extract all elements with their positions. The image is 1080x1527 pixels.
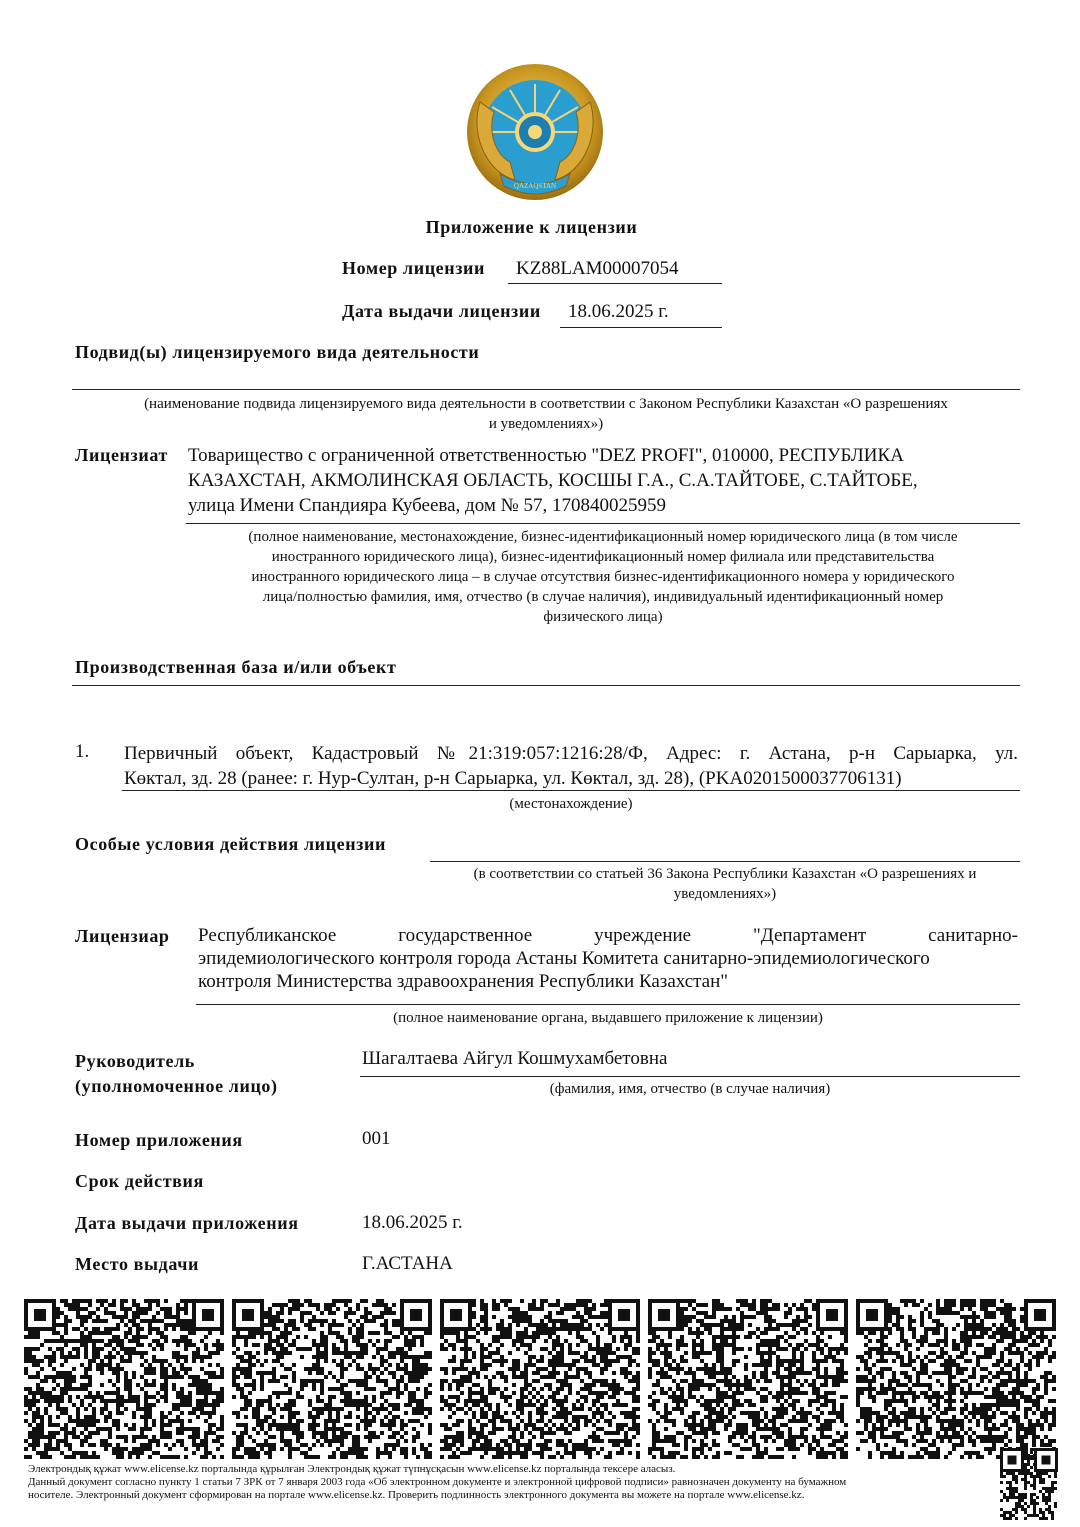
annex-date-value: 18.06.2025 г. bbox=[362, 1212, 463, 1233]
production-item-underline bbox=[122, 790, 1020, 791]
footer-text bbox=[28, 1463, 996, 1502]
qr-code-icon bbox=[856, 1299, 1056, 1461]
production-item-note: (местонахождение) bbox=[509, 796, 633, 812]
annex-number-value: 001 bbox=[362, 1128, 391, 1149]
qr-code-icon bbox=[440, 1299, 640, 1461]
subtype-note: (наименование подвида лицензируемого вида деятельности в соответствии с Законом Республики Казахстан «О разрешениях и уведомлениях») bbox=[144, 396, 948, 432]
qr-code-icon bbox=[24, 1299, 224, 1461]
license-number-label: Номер лицензии bbox=[342, 258, 485, 278]
head-name: Шагалтаева Айгул Кошмухамбетовна bbox=[362, 1048, 668, 1069]
production-item: Первичный объект, Кадастровый №21:319:057:1216:28/Ф, Адрес: г. Астана, р-н Сарыарка, ул. Көктал, зд. 28 (ранее: г. Нур-Султан, р-н Сарыарка, ул. Көктал, зд. 28), (PKA0201500037706131) bbox=[124, 743, 1018, 789]
special-conditions-underline bbox=[430, 861, 1020, 862]
head-note: (фамилия, имя, отчество (в случае наличия) bbox=[549, 1081, 831, 1097]
qr-code-icon bbox=[1000, 1448, 1058, 1522]
issue-date-label: Дата выдачи лицензии bbox=[342, 301, 541, 321]
licensor-note: (полное наименование органа, выдавшего приложение к лицензии) bbox=[393, 1010, 823, 1026]
licensor-label: Лицензиар bbox=[75, 926, 170, 946]
license-number-value: KZ88LAM00007054 bbox=[516, 258, 679, 279]
validity-label: Срок действия bbox=[75, 1171, 204, 1191]
issue-date-underline bbox=[560, 327, 722, 328]
state-emblem-icon bbox=[460, 62, 610, 204]
production-base-underline bbox=[72, 685, 1020, 686]
subtype-underline bbox=[72, 389, 1020, 390]
special-conditions-note: (в соответствии со статьей 36 Закона Республики Казахстан «О разрешениях и уведомлениях») bbox=[473, 866, 977, 902]
licensee-underline bbox=[186, 523, 1020, 524]
qr-code-icon bbox=[648, 1299, 848, 1461]
license-number-underline bbox=[508, 283, 722, 284]
qr-code-icon bbox=[232, 1299, 432, 1461]
licensee-value: Товарищество с ограниченной ответственностью "DEZ PROFI", 010000, РЕСПУБЛИКА КАЗАХСТАН, АКМОЛИНСКАЯ ОБЛАСТЬ, КОСШЫ Г.А., С.А.ТАЙТОБЕ, С.ТАЙТОБЕ, улица Имени Спандияра Кубеева, дом № 57, 170840025959 bbox=[188, 445, 918, 516]
head-underline bbox=[360, 1076, 1020, 1077]
production-item-number: 1. bbox=[75, 741, 90, 762]
footer-rus-line2: носителе. Электронный документ сформирован на портале www.elicense.kz. Проверить подлинность электронного документа вы можете на портале www.elicense.kz. bbox=[28, 1489, 805, 1501]
footer-kaz-line: Электрондық құжат www.elicense.kz порталында құрылған Электрондық құжат түпнұсқасын www.elicense.kz порталында тексере аласыз. bbox=[28, 1463, 676, 1475]
annex-date-label: Дата выдачи приложения bbox=[75, 1213, 299, 1233]
production-base-label: Производственная база и/или объект bbox=[75, 657, 397, 677]
emblem-inscription: QAZAQSTAN bbox=[513, 182, 557, 190]
special-conditions-label: Особые условия действия лицензии bbox=[75, 834, 386, 854]
licensor-underline bbox=[196, 1004, 1020, 1005]
place-label: Место выдачи bbox=[75, 1254, 199, 1274]
licensee-note: (полное наименование, местонахождение, бизнес-идентификационный номер юридического лица (в том числе иностранного юридического лица), бизнес-идентификационный номер филиала или представительства иностранного юридического лица – в случае отсутствия бизнес-идентификационного номера у юридического лица/полностью фамилия, имя, отчество (в случае наличия), индивидуальный идентификационный номер физического лица) bbox=[248, 529, 958, 625]
footer-rus-line1: Данный документ согласно пункту 1 статьи 7 ЗРК от 7 января 2003 года «Об электронном документе и электронной цифровой подписи» равнозначен документу на бумажном bbox=[28, 1476, 847, 1488]
head-label: Руководитель (уполномоченное лицо) bbox=[75, 1051, 278, 1096]
page-title: Приложение к лицензии bbox=[425, 217, 638, 237]
licensee-label: Лицензиат bbox=[75, 445, 168, 465]
place-value: Г.АСТАНА bbox=[362, 1253, 453, 1274]
annex-number-label: Номер приложения bbox=[75, 1130, 243, 1150]
licensor-value: Республиканское государственное учреждение "Департамент санитарно- эпидемиологического контроля города Астаны Комитета санитарно-эпидемиологического контроля Министерства здравоохранения Республики Казахстан" bbox=[198, 925, 1018, 992]
subtype-label: Подвид(ы) лицензируемого вида деятельности bbox=[75, 342, 480, 362]
issue-date-value: 18.06.2025 г. bbox=[568, 301, 669, 322]
